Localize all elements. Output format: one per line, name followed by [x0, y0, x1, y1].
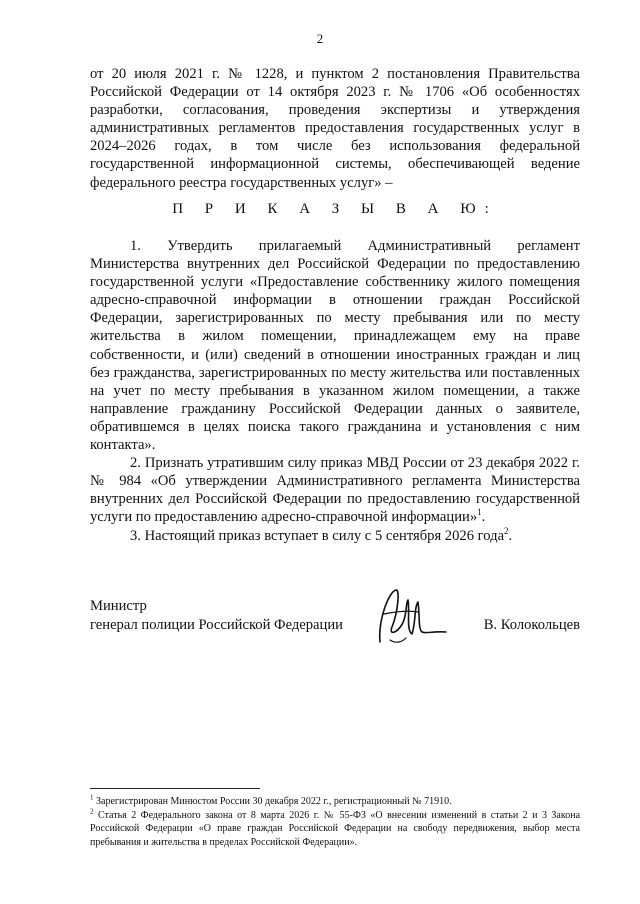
footnote-ref: 2	[504, 525, 509, 536]
footnote-text: Статья 2 Федерального закона от 8 марта 2026 г. № 55-ФЗ «О внесении изменений в статьи 2 и 3 Закона Российской Федерации «О праве граждан Российской Федерации на свободу передвижения, выбор места пребывания и жительства в пределах Российской Федерации».	[90, 809, 581, 848]
order-item-2	[90, 454, 580, 526]
signature-block	[90, 597, 580, 657]
footnote-mark: 1	[90, 793, 94, 802]
page-number: 2	[316, 31, 324, 46]
footnote-divider	[90, 788, 260, 789]
item-tail: .	[481, 509, 486, 526]
item-text: Признать утратившим силу приказ МВД России от 23 декабря 2022 г. № 984 «Об утверждении Административного регламента Министерства внутренних дел Российской Федерации по предоставлению государственной услуги по предоставлению адресно-справочной информации»	[90, 455, 581, 526]
footnotes	[90, 795, 580, 849]
item-text: Настоящий приказ вступает в силу с 5 сентября 2026 года	[144, 527, 505, 544]
intro-text: от 20 июля 2021 г. № 1228, и пунктом 2 постановления Правительства Российской Федерации от 14 октября 2023 г. № 1706 «Об особенностях разработки, согласования, проведения экспертизы и утверждения административных регламентов предоставления государственных услуг в 2024–2026 годах, в том числе без использования федеральной государственной информационной системы, обеспечивающей ведение федерального реестра государственных услуг» –	[90, 66, 580, 191]
item-number: 3.	[130, 527, 141, 544]
footnote-ref: 1	[477, 507, 482, 518]
footnote-text: Зарегистрирован Минюстом России 30 декабря 2022 г., регистрационный № 71910.	[96, 796, 452, 807]
order-item-3	[90, 527, 580, 545]
footnote-mark: 2	[90, 807, 94, 816]
signatory-title-line2: генерал полиции Российской Федерации	[90, 617, 343, 633]
item-number: 1.	[130, 238, 141, 254]
footnote-1	[90, 795, 580, 809]
item-text: Утвердить прилагаемый Административный регламент Министерства внутренних дел Российской Федерации по предоставлению государственной услуги «Предоставление собственнику жилого помещения адресно-справочной информации в отношении граждан Российской Федерации, зарегистрированных по месту пребывания или по месту жительства в жилом помещении, принадлежащем ему на праве собственности, и (или) сведений в отношении иностранных граждан и лиц без гражданства, зарегистрированных по месту жительства или поставленных на учет по месту пребывания в указанном жилом помещении, а также направление гражданину Российской Федерации данных о заявителе, обратившемся в целях поиска такого гражданина и установления с ним контакта».	[90, 238, 580, 454]
handwritten-signature	[370, 582, 450, 652]
item-number: 2.	[130, 455, 141, 472]
signatory-name: В. Колокольцев	[483, 617, 580, 633]
order-item-1	[90, 237, 580, 454]
intro-paragraph	[90, 65, 580, 192]
footnote-2	[90, 809, 580, 850]
item-tail: .	[508, 527, 513, 544]
order-items	[90, 237, 580, 545]
order-heading: П Р И К А З Ы В А Ю:	[172, 201, 498, 217]
signatory-title-line1: Министр	[90, 598, 147, 614]
